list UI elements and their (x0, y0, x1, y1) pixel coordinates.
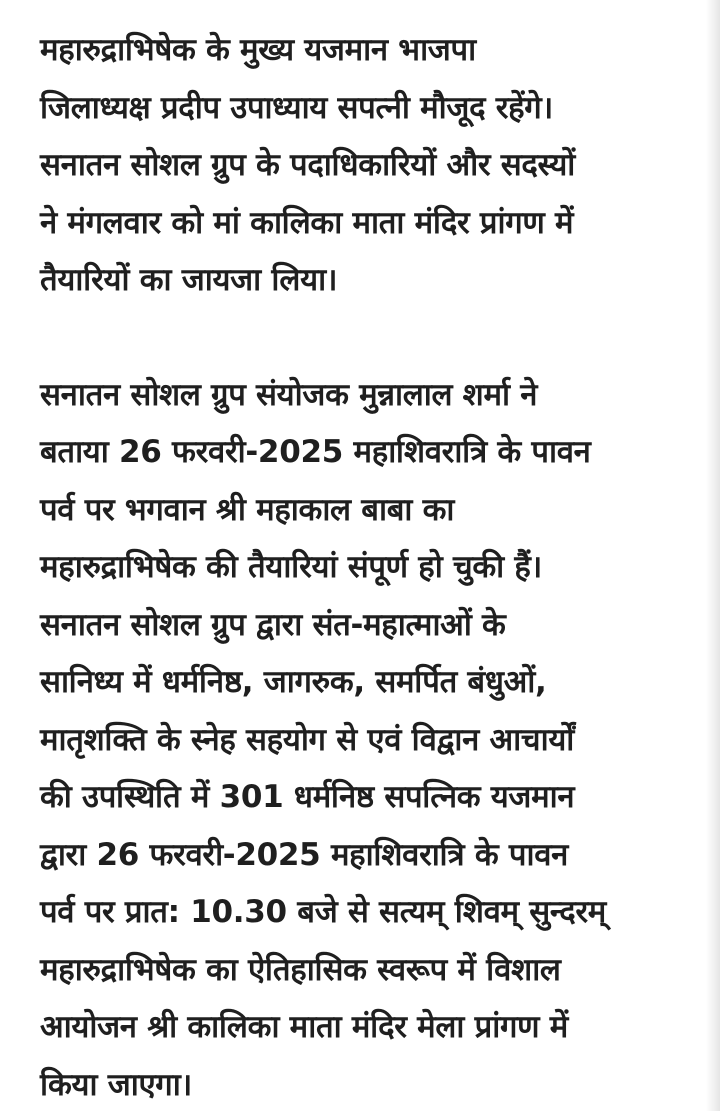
paragraph-1: महारुद्राभिषेक के मुख्य यजमान भाजपा जिलाध्यक्ष प्रदीप उपाध्याय सपत्नी मौजूद रहेंगे। सनातन सोशल ग्रुप के पदाधिकारियों और सदस्यों ने मंगलवार को मां कालिका माता मंदिर प्रांगण में तैयारियों का जायजा लिया। (40, 22, 700, 310)
page-edge-shadow (706, 0, 720, 1111)
article-body (40, 22, 700, 1114)
paragraph-2: सनातन सोशल ग्रुप संयोजक मुन्नालाल शर्मा ने बताया 26 फरवरी-2025 महाशिवरात्रि के पावन पर्व पर भगवान श्री महाकाल बाबा का महारुद्राभिषेक की तैयारियां संपूर्ण हो चुकी हैं। सनातन सोशल ग्रुप द्वारा संत-महात्माओं के सानिध्य में धर्मनिष्ठ, जागरुक, समर्पित बंधुओं, मातृशक्ति के स्नेह सहयोग से एवं विद्वान आचार्यों की उपस्थिति में 301 धर्मनिष्ठ सपत्निक यजमान द्वारा 26 फरवरी-2025 महाशिवरात्रि के पावन पर्व पर प्रात: 10.30 बजे से सत्यम् शिवम् सुन्दरम् महारुद्राभिषेक का ऐतिहासिक स्वरूप में विशाल आयोजन श्री कालिका माता मंदिर मेला प्रांगण में किया जाएगा। (40, 367, 700, 1114)
